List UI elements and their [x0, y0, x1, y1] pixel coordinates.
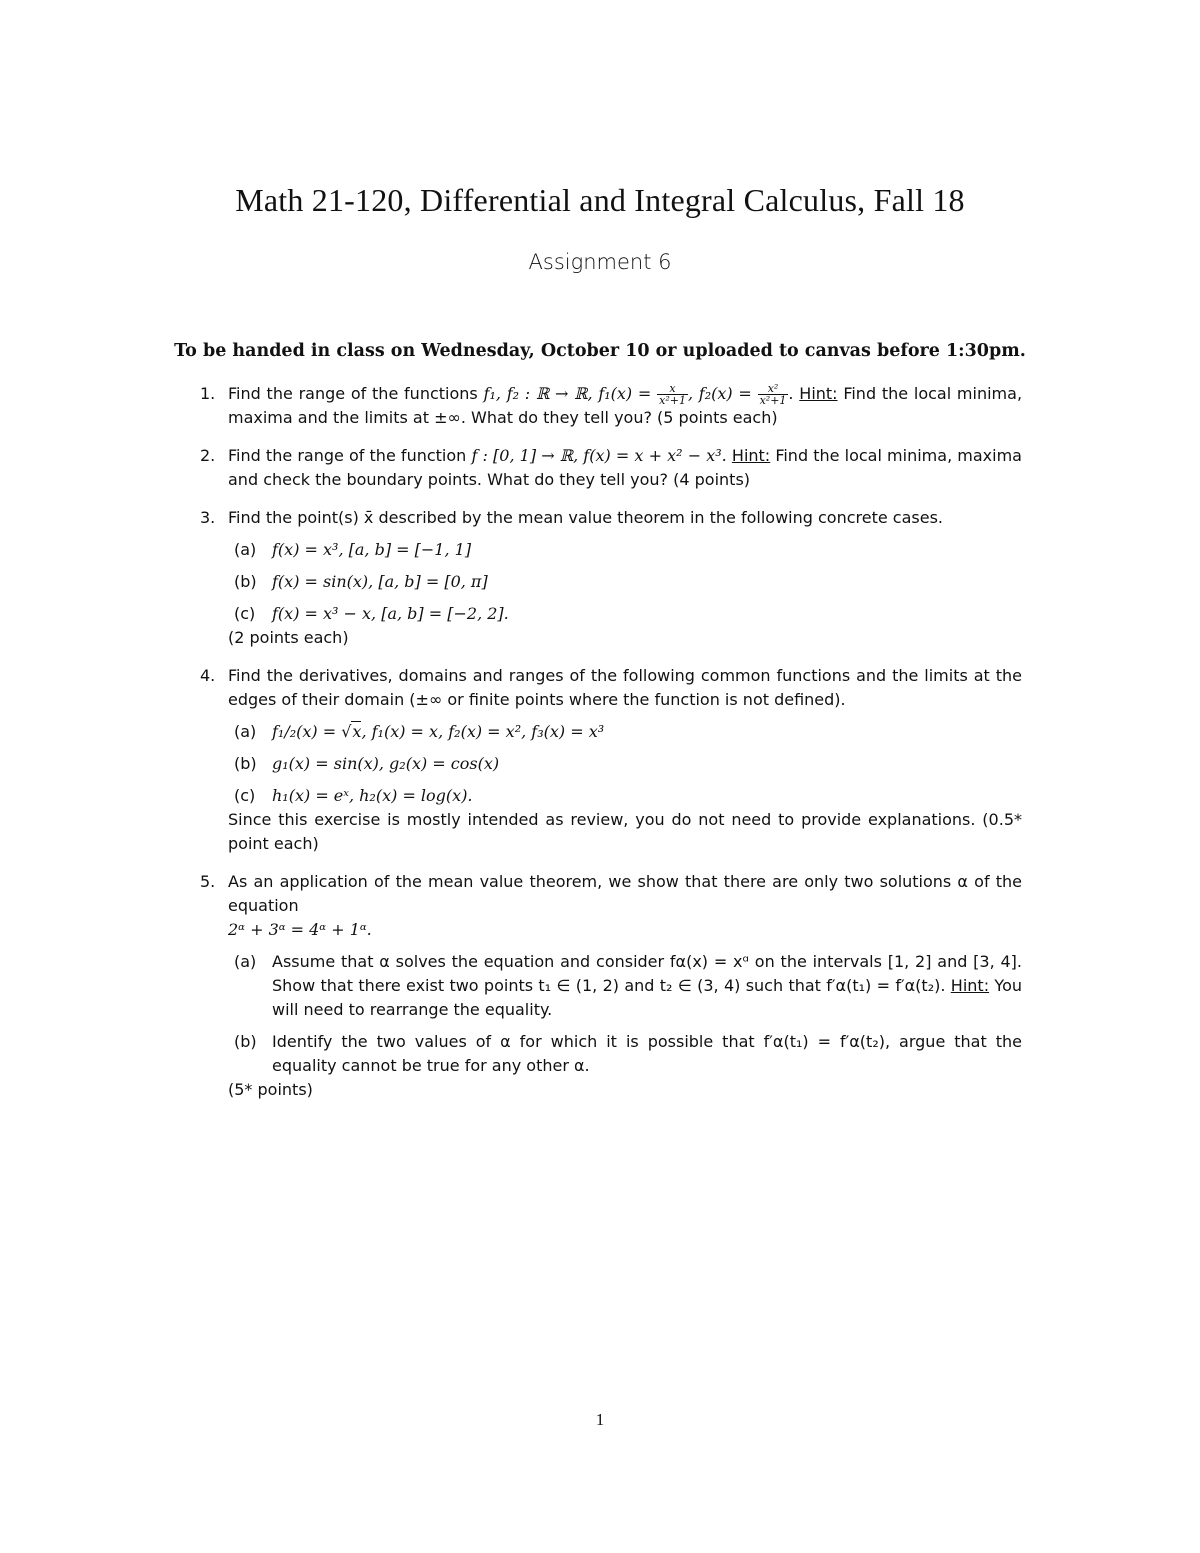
problem-number: 5.	[200, 872, 216, 891]
fraction: $\frac{x}{\text{x²+1}}$	[659, 382, 686, 407]
math-expression: f₁, f₂ : ℝ → ℝ, f₁(x) =	[483, 384, 658, 403]
problem-text: Find the range of the functions f₁, f₂ : ℝ → ℝ, f₁(x) = $\frac{x}{\text{x²+1}}$ , f₂(x) = $\frac{\text{x²}}{\text{x²+1}}$ . Hint: Find the local minima, maxima and the limits at ±∞. What do they tell you? (5 points each)	[228, 382, 1023, 427]
problem-text: Find the point(s) x̄ described by the mean value theorem in the following concrete cases.	[228, 508, 943, 527]
assignment-subtitle: Assignment 6	[528, 250, 672, 274]
review-note: Since this exercise is mostly intended as review, you do not need to provide explanations. (0.5* point each)	[228, 810, 1022, 853]
equation: 2ᵅ + 3ᵅ = 4ᵅ + 1ᵅ.	[228, 920, 372, 939]
page-number: 1	[595, 1410, 605, 1429]
problem-3	[200, 506, 1022, 650]
hint-label: Hint:	[799, 384, 838, 403]
hint-label: Hint:	[731, 446, 771, 465]
subproblem-b: (b) f(x) = sin(x), [a, b] = [0, π]	[234, 572, 488, 591]
problem-text: Find the range of the function f : [0, 1] → ℝ, f(x) = x + x² − x³. Hint: Find the local minima, maxima and check the boundary points. What do they tell you? (4 points)	[228, 446, 1022, 489]
problem-2	[200, 444, 1022, 492]
hint-label: Hint:	[950, 976, 990, 995]
problem-number: 2.	[200, 446, 216, 465]
problem-4	[200, 664, 1022, 856]
subproblem-a: (a) f(x) = x³, [a, b] = [−1, 1]	[234, 540, 472, 559]
problem-5	[200, 870, 1022, 1102]
page-title: Math 21-120, Differential and Integral Calculus, Fall 18	[235, 182, 965, 218]
problem-number: 3.	[200, 508, 216, 527]
fraction: $\frac{\text{x²}}{\text{x²+1}}$	[759, 382, 787, 407]
problem-list	[200, 382, 1022, 1116]
problem-number: 1.	[200, 384, 216, 403]
problem-text: As an application of the mean value theorem, we show that there are only two solutions α of the equation	[228, 872, 1022, 915]
subproblem-a: (a) Assume that α solves the equation and consider fα(x) = xᵅ on the intervals [1, 2] and [3, 4]. Show that there exist two points t₁ ∈ (1, 2) and t₂ ∈ (3, 4) such that f′α(t₁) = f′α(t₂). Hint: You will need to rearrange the equality.	[234, 952, 1022, 1019]
math-expression: f : [0, 1] → ℝ, f(x) = x + x² − x³.	[471, 446, 727, 465]
points-note: (2 points each)	[228, 628, 349, 647]
subproblem-a: (a) f₁/₂(x) = √x, f₁(x) = x, f₂(x) = x², f₃(x) = x³	[234, 722, 605, 741]
problem-1	[200, 382, 1022, 430]
subproblem-c: (c) h₁(x) = eˣ, h₂(x) = log(x).	[234, 786, 473, 805]
points-note: (5* points)	[228, 1080, 313, 1099]
subproblem-c: (c) f(x) = x³ − x, [a, b] = [−2, 2].	[234, 604, 509, 623]
subproblem-b: (b) g₁(x) = sin(x), g₂(x) = cos(x)	[234, 754, 500, 773]
problem-number: 4.	[200, 666, 216, 685]
subproblem-b: (b) Identify the two values of α for which it is possible that f′α(t₁) = f′α(t₂), argue that the equality cannot be true for any other α.	[234, 1032, 1022, 1075]
due-date-notice: To be handed in class on Wednesday, October 10 or uploaded to canvas before 1:30pm.	[174, 341, 1026, 361]
problem-text: Find the derivatives, domains and ranges of the following common functions and the limits at the edges of their domain (±∞ or finite points where the function is not defined).	[228, 666, 1022, 709]
